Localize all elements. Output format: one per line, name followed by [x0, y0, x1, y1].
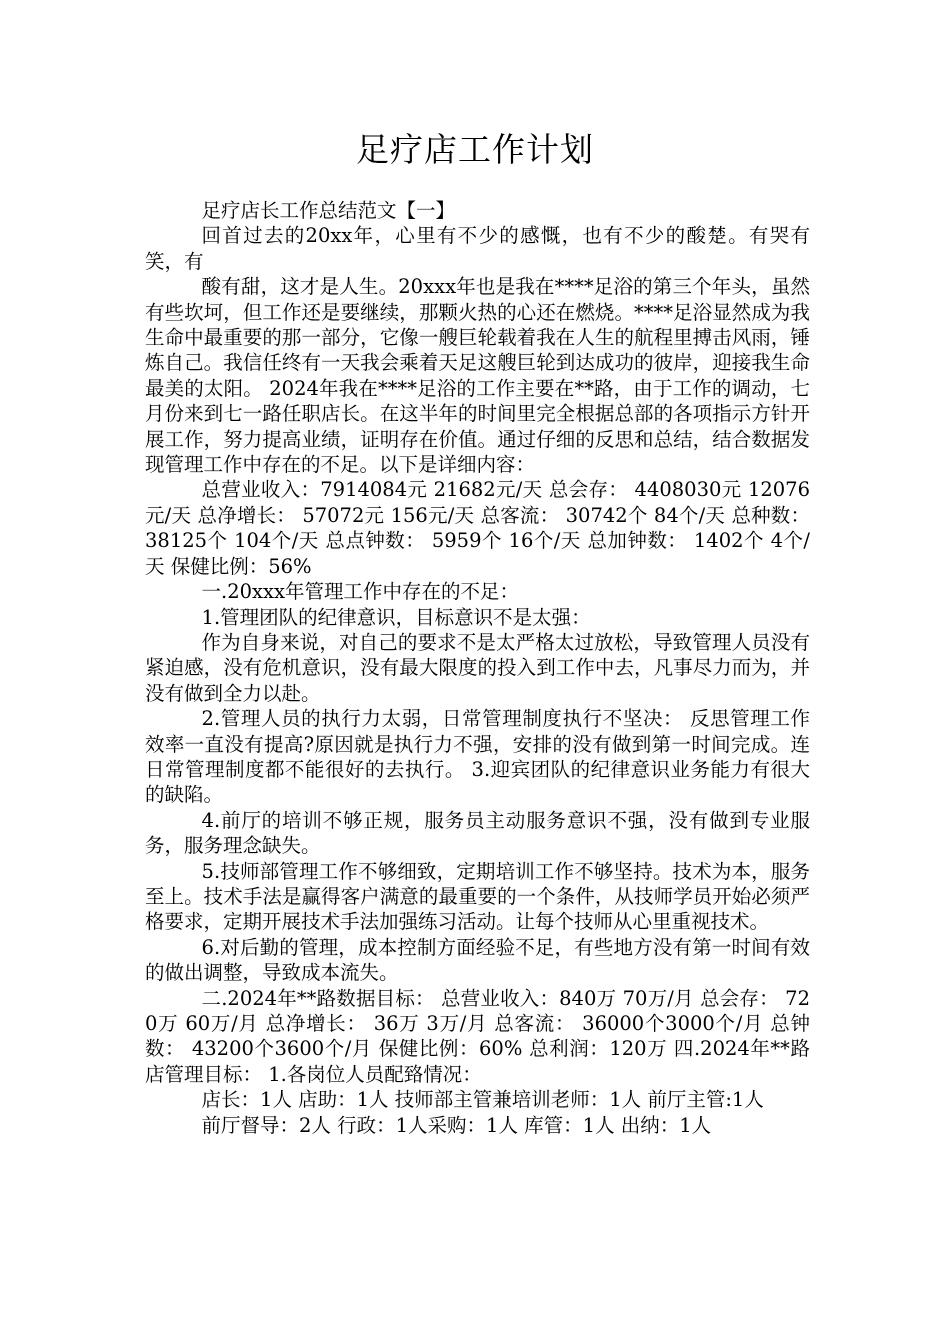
- paragraph: 作为自身来说，对自己的要求不是太严格太过放松，导致管理人员没有紧迫感，没有危机意识，没有最大限度的投入到工作中去，凡事尽力而为，并没有做到全力以赴。: [145, 630, 810, 705]
- staffing-line: 店长：1人 店助：1人 技师部主管兼培训老师：1人 前厅主管:1人: [201, 1088, 764, 1112]
- section-heading: 足疗店长工作总结范文【一】: [201, 199, 456, 222]
- list-item: 5.技师部管理工作不够细致，定期培训工作不够坚持。技术为本，服务至上。技术手法是赢得客户满意的最重要的一个条件，从技师学员开始必须严格要求，定期开展技术手法加强练习活动。让每个技师从心里重视技术。: [145, 859, 810, 934]
- statistics-paragraph: 总营业收入：7914084元 21682元/天 总会存： 4408030元 12076元/天 总净增长： 57072元 156元/天 总客流： 30742个 84个/天 总种数： 38125个 104个/天 总点钟数： 5959个 16个/天 总加钟数： 1402个 4个/天 保健比例：56%: [145, 478, 810, 578]
- section-heading: 一.20xxx年管理工作中存在的不足：: [201, 580, 520, 604]
- paragraph: 酸有甜，这才是人生。20xxx年也是我在****足浴的第三个年头，虽然有些坎坷，但工作还是要继续，那颗火热的心还在燃烧。****足浴显然成为我生命中最重要的那一部分，它像一艘巨轮载着我在人生的航程里搏击风雨，锤炼自己。我信任终有一天我会乘着天足这艘巨轮到达成功的彼岸，迎接我生命最美的太阳。 2024年我在****足浴的工作主要在**路，由于工作的调动，七月份来到七一路任职店长。在这半年的时间里完全根据总部的各项指示方针开展工作，努力提高业绩，证明存在价值。通过仔细的反思和总结，结合数据发现管理工作中存在的不足。以下是详细内容：: [145, 275, 810, 477]
- paragraph: 回首过去的20xx年，心里有不少的感慨，也有不少的酸楚。有哭有笑，有: [145, 224, 810, 273]
- list-item: 1.管理团队的纪律意识，目标意识不是太强：: [201, 605, 591, 629]
- list-item: 4.前厅的培训不够正规，服务员主动服务意识不强，没有做到专业服务，服务理念缺失。: [145, 808, 810, 858]
- document-body: [145, 198, 810, 1138]
- staffing-line: 前厅督导：2人 行政：1人采购：1人 库管：1人 出纳：1人: [201, 1113, 712, 1137]
- list-item: 6.对后勤的管理，成本控制方面经验不足，有些地方没有第一时间有效的做出调整，导致成本流失。: [145, 935, 810, 985]
- document-title: 足疗店工作计划: [356, 130, 594, 169]
- targets-paragraph: 二.2024年**路数据目标： 总营业收入：840万 70万/月 总会存： 720万 60万/月 总净增长： 36万 3万/月 总客流： 36000个3000个/月 总钟数： 43200个3600个/月 保健比例：60% 总利润：120万 四.2024年**路店管理目标： 1.各岗位人员配臵情况：: [145, 986, 810, 1086]
- list-item: 2.管理人员的执行力太弱，日常管理制度执行不坚决： 反思管理工作效率一直没有提高?原因就是执行力不强，安排的没有做到第一时间完成。连日常管理制度都不能很好的去执行。 3.迎宾团队的纪律意识业务能力有很大的缺陷。: [145, 707, 810, 807]
